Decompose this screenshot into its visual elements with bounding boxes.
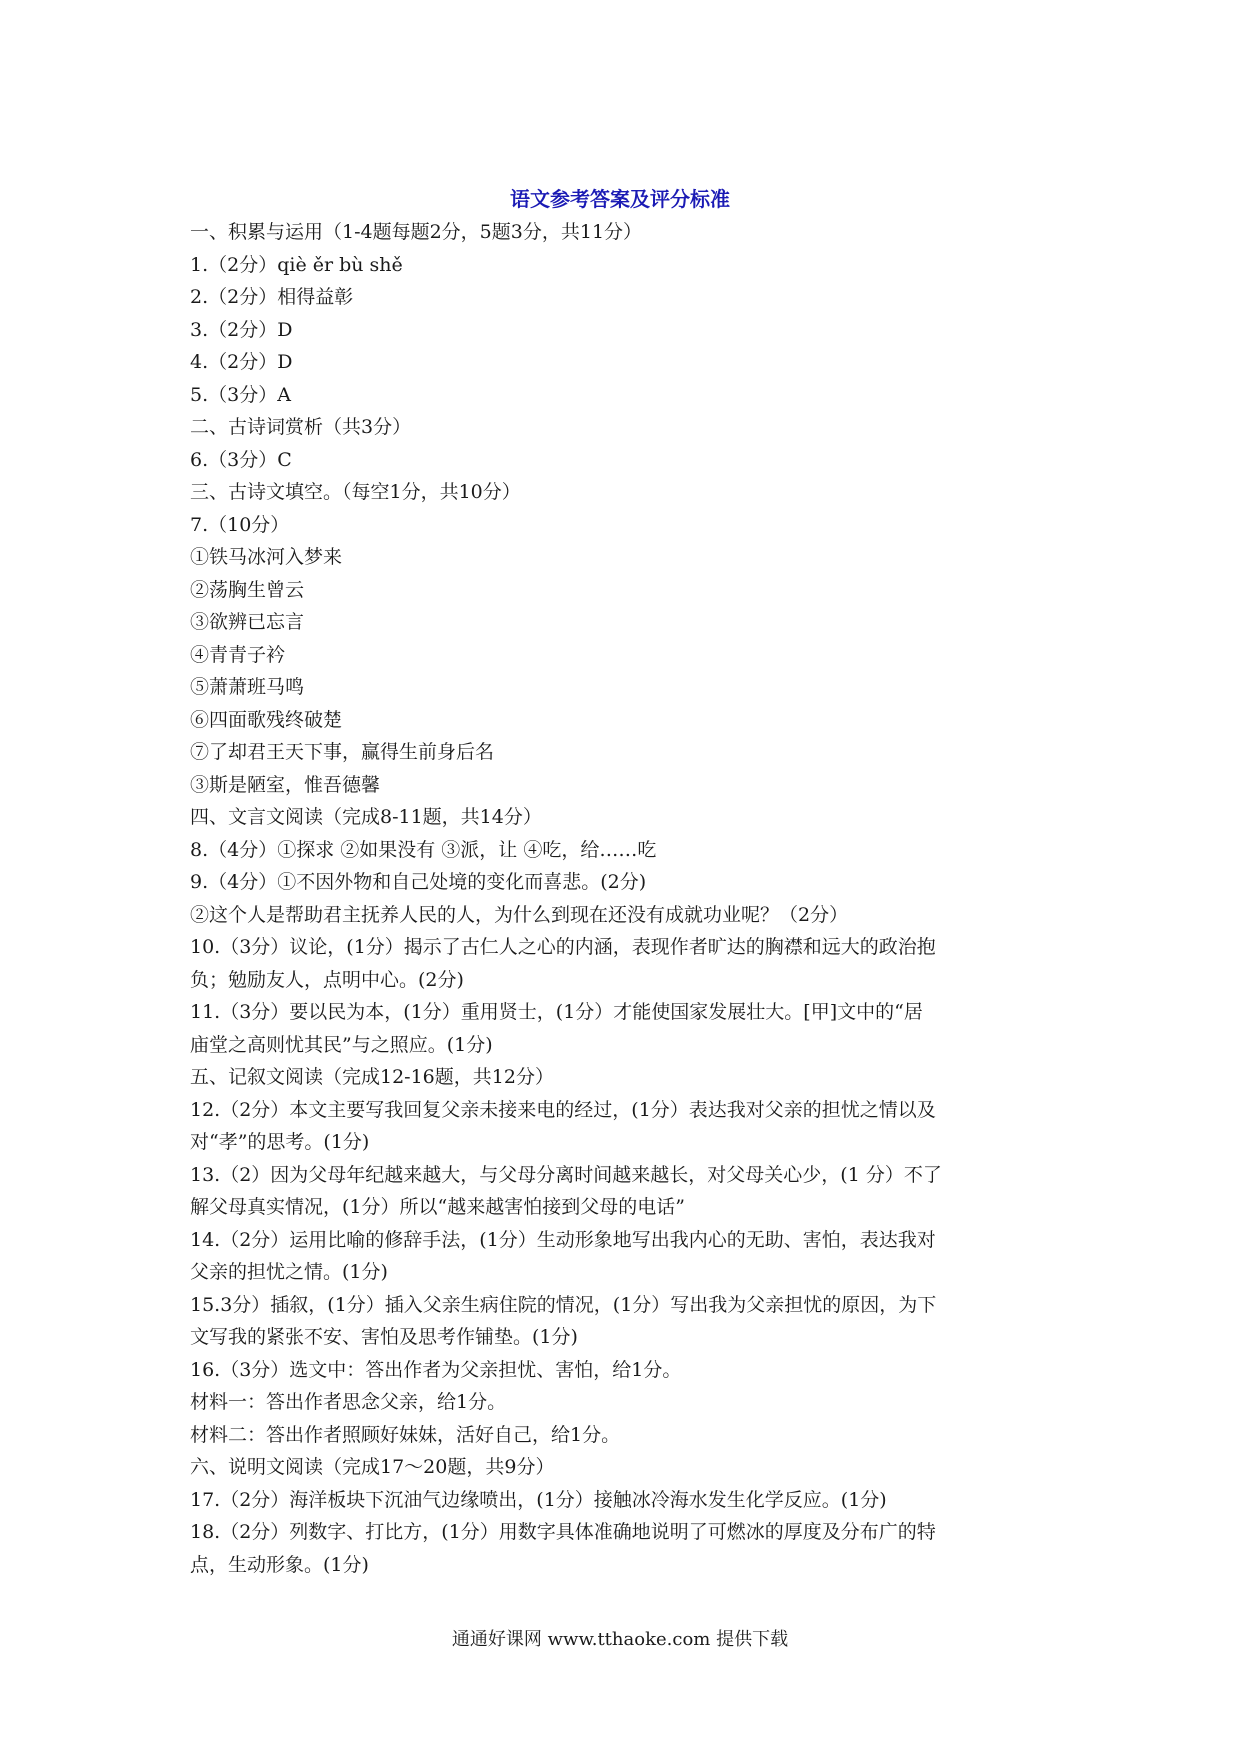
answer-line: 文写我的紧张不安、害怕及思考作铺垫。(1分) [190,1326,578,1348]
answer-line: ①铁马冰河入梦来 [190,546,343,568]
answer-line: 14.（2分）运用比喻的修辞手法，(1分）生动形象地写出我内心的无助、害怕，表达我对 [190,1228,936,1251]
answer-line: 16.（3分）选文中：答出作者为父亲担忧、害怕，给1分。 [190,1358,682,1381]
answer-line: 对“孝”的思考。(1分) [190,1131,370,1153]
section-heading: 二、古诗词赏析（共3分） [190,416,412,438]
answer-line: 负；勉励友人，点明中心。(2分) [190,968,464,991]
answer-line: ③斯是陋室，惟吾德馨 [190,773,381,796]
answer-line: 10.（3分）议论，(1分）揭示了古仁人之心的内涵，表现作者旷达的胸襟和远大的政治抱 [190,936,936,958]
answer-line: 13.（2）因为父母年纪越来越大，与父母分离时间越来越长，对父母关心少，(1 分）不了 [190,1163,942,1186]
answer-body [190,216,1070,1581]
answer-line: 父亲的担忧之情。(1分) [190,1261,388,1283]
page-footer: 通通好课网 www.tthaoke.com 提供下载 [451,1629,789,1650]
answer-line: 9.（4分）①不因外物和自己处境的变化而喜悲。(2分) [190,871,647,893]
answer-line: 18.（2分）列数字、打比方，(1分）用数字具体准确地说明了可燃冰的厚度及分布广的特 [190,1521,936,1543]
answer-line: 庙堂之高则忧其民”与之照应。(1分) [190,1033,493,1056]
answer-line: 2.（2分）相得益彰 [190,286,354,308]
answer-line: ②这个人是帮助君主抚养人民的人，为什么到现在还没有成就功业呢？（2分） [190,903,849,926]
section-heading: 六、说明文阅读（完成17～20题，共9分） [190,1456,555,1478]
answer-line: ③欲辨已忘言 [190,611,305,633]
answer-line: 点，生动形象。(1分) [190,1553,369,1576]
answer-line: 12.（2分）本文主要写我回复父亲未接来电的经过，(1分）表达我对父亲的担忧之情以及 [190,1098,936,1121]
answer-line: 3.（2分）D [190,318,293,341]
section-heading: 三、古诗文填空。（每空1分，共10分） [190,481,521,503]
answer-line: 5.（3分）A [190,383,291,406]
answer-line: 17.（2分）海洋板块下沉油气边缘喷出，(1分）接触冰冷海水发生化学反应。(1分) [190,1488,887,1511]
answer-line: 材料二：答出作者照顾好妹妹，活好自己，给1分。 [190,1423,621,1446]
answer-line: ④青青子衿 [190,643,286,666]
section-heading: 一、积累与运用（1-4题每题2分，5题3分，共11分） [190,221,643,243]
answer-line: 解父母真实情况，(1分）所以“越来越害怕接到父母的电话” [190,1196,685,1218]
answer-line: 7.（10分） [190,513,290,536]
answer-line: ⑦了却君王天下事，赢得生前身后名 [190,741,495,763]
answer-line: ⑤萧萧班马鸣 [190,676,305,698]
answer-line: 6.（3分）C [190,448,292,471]
answer-line: ⑥四面歌残终破楚 [190,708,343,731]
section-heading: 四、文言文阅读（完成8-11题，共14分） [190,806,542,828]
answer-line: 1.（2分）qiè ěr bù shě [190,253,403,276]
page-title: 语文参考答案及评分标准 [510,187,730,211]
answer-line: ②荡胸生曾云 [190,578,305,601]
answer-line: 4.（2分）D [190,351,293,373]
answer-line: 11.（3分）要以民为本，(1分）重用贤士，(1分）才能使国家发展壮大。[甲]文中的“居 [190,1001,923,1023]
answer-line: 15.3分）插叙，(1分）插入父亲生病住院的情况，(1分）写出我为父亲担忧的原因，为下 [190,1293,937,1316]
answer-line: 材料一：答出作者思念父亲，给1分。 [190,1391,507,1413]
section-heading: 五、记叙文阅读（完成12-16题，共12分） [190,1066,554,1088]
answer-line: 8.（4分）①探求 ②如果没有 ③派，让 ④吃，给……吃 [190,838,657,861]
